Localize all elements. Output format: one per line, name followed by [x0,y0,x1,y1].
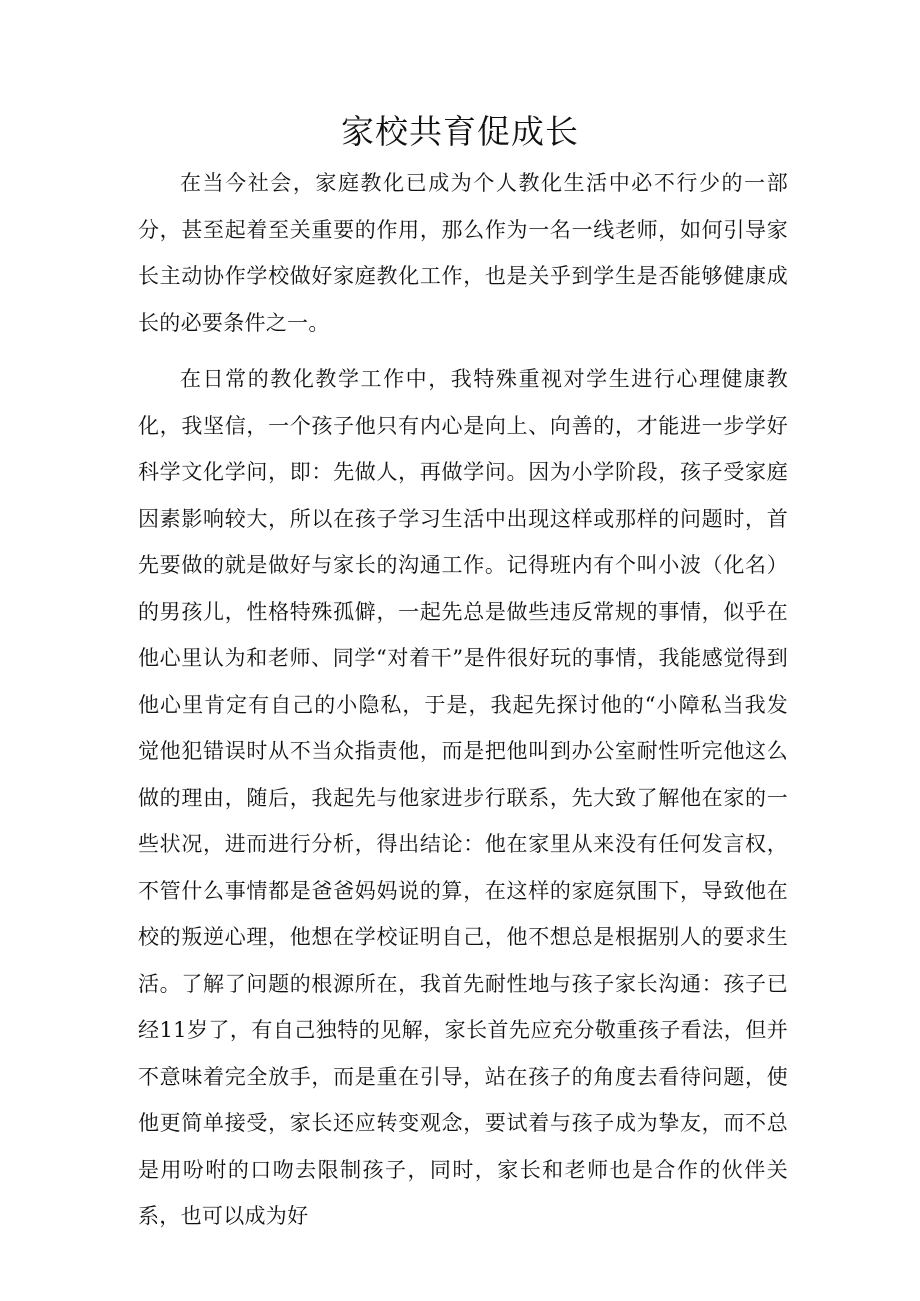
document-title: 家校共育促成长 [341,112,579,151]
paragraph-2: 在日常的教化教学工作中，我特殊重视对学生进行心理健康教化，我坚信，一个孩子他只有内心是向上、向善的，才能进一步学好科学文化学问，即：先做人，再做学问。因为小学阶段，孩子受家庭因素影响较大，所以在孩子学习生活中出现这样或那样的问题时，首先要做的就是做好与家长的沟通工作。记得班内有个叫小波（化名）的男孩儿，性格特殊孤僻，一起先总是做些违反常规的事情，似乎在他心里认为和老师、同学“对着干”是件很好玩的事情，我能感觉得到他心里肯定有自己的小隐私，于是，我起先探讨他的“小障私当我发觉他犯错误时从不当众指责他，而是把他叫到办公室耐性听完他这么做的理由，随后，我起先与他家进步行联系，先大致了解他在家的一些状况，进而进行分析，得出结论：他在家里从来没有任何发言权，不管什么事情都是爸爸妈妈说的算，在这样的家庭氛围下，导致他在校的叛逆心理，他想在学校证明自己，他不想总是根据别人的要求生活。了解了问题的根源所在，我首先耐性地与孩子家长沟通：孩子已经11岁了，有自己独特的见解，家长首先应充分敬重孩子看法，但并不意味着完全放手，而是重在引导，站在孩子的角度去看待问题，使他更简单接受，家长还应转变观念，要试着与孩子成为挚友，而不总是用吩咐的口吻去限制孩子，同时，家长和老师也是合作的伙伴关系，也可以成为好 [138,367,788,1228]
paragraph-1: 在当今社会，家庭教化已成为个人教化生活中必不行少的一部分，甚至起着至关重要的作用，那么作为一名一线老师，如何引导家长主动协作学校做好家庭教化工作，也是关乎到学生是否能够健康成长的必要条件之一。 [138,171,788,335]
